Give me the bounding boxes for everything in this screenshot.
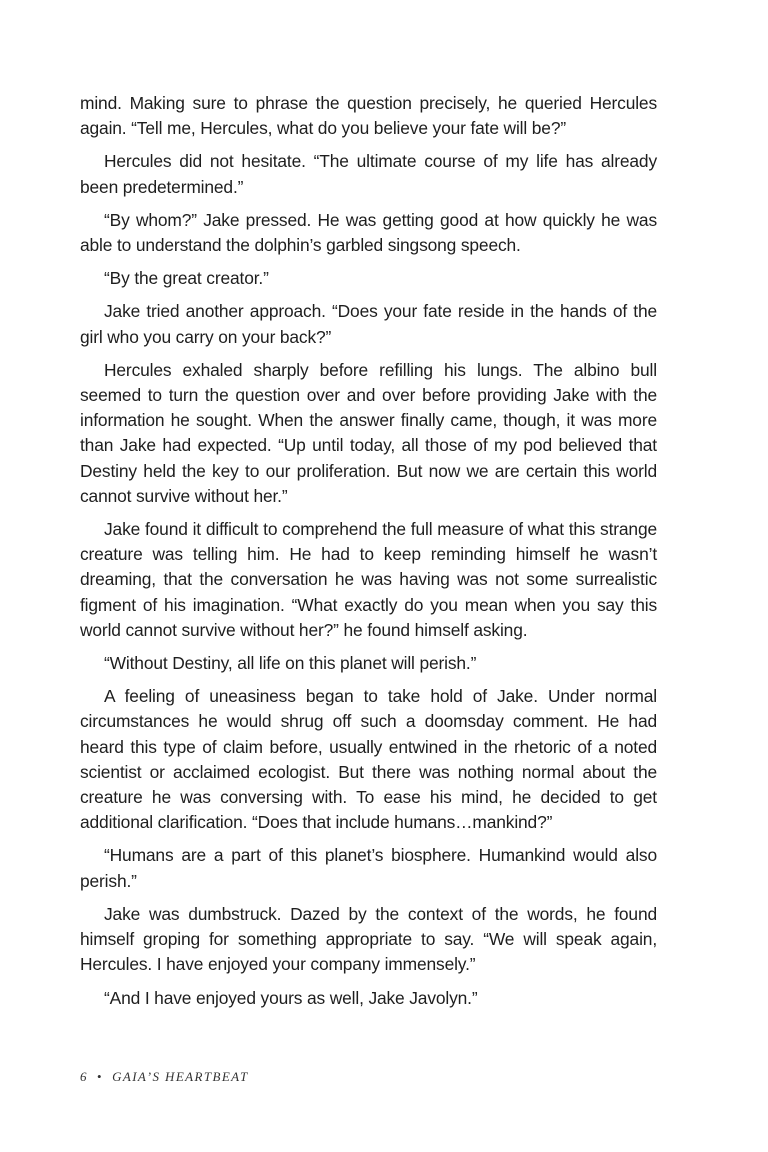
paragraph: Hercules exhaled sharply before refilling his lungs. The albino bull seemed to turn the question over and over before providing Jake with the information he sought. When the answer finally came, though, it was more than Jake had expected. “Up until today, all those of my pod believed that Destiny held the key to our proliferation. But now we are certain this world cannot survive without her.” (80, 359, 657, 506)
paragraph: Jake was dumbstruck. Dazed by the context of the words, he found himself groping for something appropriate to say. “We will speak again, Hercules. I have enjoyed your company immensely.” (80, 903, 657, 975)
paragraph: “Without Destiny, all life on this planet will perish.” (104, 653, 477, 674)
book-title: GAIA’S HEARTBEAT (112, 1069, 249, 1084)
running-footer (80, 1069, 249, 1085)
page-body (80, 91, 657, 1019)
paragraph: A feeling of uneasiness began to take hold of Jake. Under normal circumstances he would shrug off such a doomsday comment. He had heard this type of claim before, usually entwined in the rhetoric of a noted scientist or acclaimed ecologist. But there was nothing normal about the creature he was conversing with. To ease his mind, he decided to get additional clarification. “Does that include humans…mankind?” (80, 686, 657, 833)
page-number: 6 (80, 1069, 87, 1084)
paragraph: Hercules did not hesitate. “The ultimate course of my life has already been predetermined.” (80, 151, 657, 197)
paragraph: Jake found it difficult to comprehend the full measure of what this strange creature was telling him. He had to keep reminding himself he wasn’t dreaming, that the conversation he was having was not some surrealistic figment of his imagination. “What exactly do you mean when you say this world cannot survive without her?” he found himself asking. (80, 519, 657, 640)
paragraph: mind. Making sure to phrase the question precisely, he queried Hercules again. “Tell me, Hercules, what do you believe your fate will be?” (80, 93, 657, 139)
paragraph: Jake tried another approach. “Does your fate reside in the hands of the girl who you carry on your back?” (80, 301, 657, 347)
paragraph: “By the great creator.” (104, 268, 269, 289)
paragraph: “And I have enjoyed yours as well, Jake Javolyn.” (104, 987, 478, 1008)
footer-separator: • (97, 1069, 103, 1084)
paragraph: “Humans are a part of this planet’s biosphere. Humankind would also perish.” (80, 845, 657, 891)
paragraph: “By whom?” Jake pressed. He was getting good at how quickly he was able to understand the dolphin’s garbled singsong speech. (80, 209, 657, 256)
